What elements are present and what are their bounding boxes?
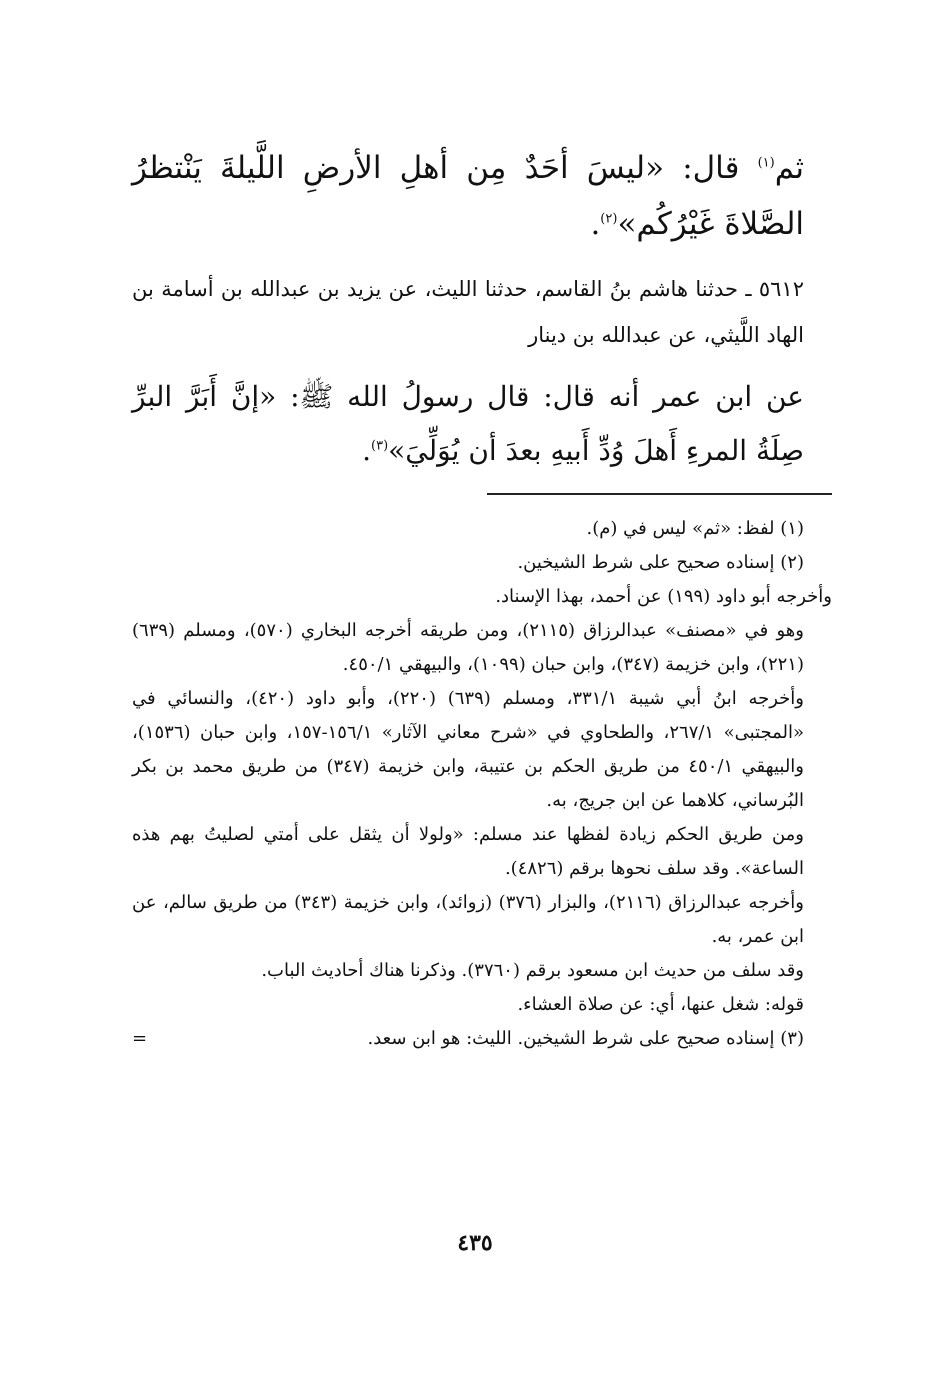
- footnotes: [132, 512, 832, 1056]
- footnote-line: قوله: شغل عنها، أي: عن صلاة العشاء.: [517, 994, 804, 1015]
- hadith-matn: [132, 370, 832, 478]
- footnote-line: ومن طريق الحكم زيادة لفظها عند مسلم: «ولولا أن يثقل على أمتي لصليتُ بهم هذه الساعة». وقد سلف نحوها برقم (٤٨٢٦).: [132, 824, 804, 879]
- continuation-mark: =: [132, 1028, 148, 1049]
- footnote-line: وأخرجه ابنُ أبي شيبة ٣٣١/١، ومسلم (٦٣٩) (٢٢٠)، وأبو داود (٤٢٠)، والنسائي في «المجتبى» ٢٦٧/١، والطحاوي في «شرح معاني الآثار» ١٥٦/١-١٥٧، وابن حبان (١٥٣٦)، والبيهقي ٤٥٠/١ من طريق الحكم بن عتيبة، وابن خزيمة (٣٤٧) من طريق محمد بن بكر البُرساني، كلاهما عن ابن جريج، به.: [132, 688, 805, 811]
- footnote-line: [132, 1022, 832, 1056]
- footnote-line: وقد سلف من حديث ابن مسعود برقم (٣٧٦٠). وذكرنا هناك أحاديث الباب.: [261, 960, 804, 981]
- footnote-line: (١) لفظ: «ثم» ليس في (م).: [586, 518, 804, 539]
- hadith-text: [132, 140, 832, 252]
- footnote-text: (٣) إسناده صحيح على شرط الشيخين. الليث: هو ابن سعد.: [367, 1028, 804, 1049]
- hadith-end: .: [362, 434, 372, 467]
- footnote-separator: [487, 493, 832, 495]
- hadith-quote: قال: «ليسَ أحَدٌ مِن أهلِ الأرضِ اللَّيلةَ يَنْتظرُ الصَّلاةَ غَيْرُكُم»: [132, 150, 804, 242]
- footnote-line: وهو في «مصنف» عبدالرزاق (٢١١٥)، ومن طريقه أخرجه البخاري (٥٧٠)، ومسلم (٦٣٩) (٢٢١)، وابن خزيمة (٣٤٧)، وابن حبان (١٠٩٩)، والبيهقي ٤٥٠/١.: [132, 620, 804, 675]
- footnote-ref[interactable]: (٢): [600, 211, 618, 227]
- footnote-line: وأخرجه عبدالرزاق (٢١١٦)، والبزار (٣٧٦) (زوائد)، وابن خزيمة (٣٤٣) من طريق سالم، عن ابن عمر، به.: [132, 892, 804, 947]
- footnote-line: (٢) إسناده صحيح على شرط الشيخين.: [517, 552, 804, 573]
- page-number: ٤٣٥: [457, 1230, 493, 1256]
- hadith-isnad: ٥٦١٢ ـ حدثنا هاشم بنُ القاسم، حدثنا الليث، عن يزيد بن عبدالله بن أسامة بن الهاد اللَّيثي، عن عبدالله بن دينار: [132, 277, 804, 347]
- main-text: [132, 140, 832, 478]
- hadith-quote: عن ابن عمر أنه قال: قال رسولُ الله ﷺ: «إنَّ أَبَرَّ البرِّ صِلَةُ المرءِ أَهلَ وُدِّ أَبيهِ بعدَ أن يُوَلِّيَ»: [132, 380, 804, 467]
- hadith-lead: ثم: [774, 150, 804, 186]
- footnote-ref[interactable]: (١): [757, 155, 775, 171]
- footnote-line: وأخرجه أبو داود (١٩٩) عن أحمد، بهذا الإسناد.: [495, 586, 832, 607]
- footnote-ref[interactable]: (٣): [371, 438, 389, 454]
- hadith-end: .: [590, 206, 601, 242]
